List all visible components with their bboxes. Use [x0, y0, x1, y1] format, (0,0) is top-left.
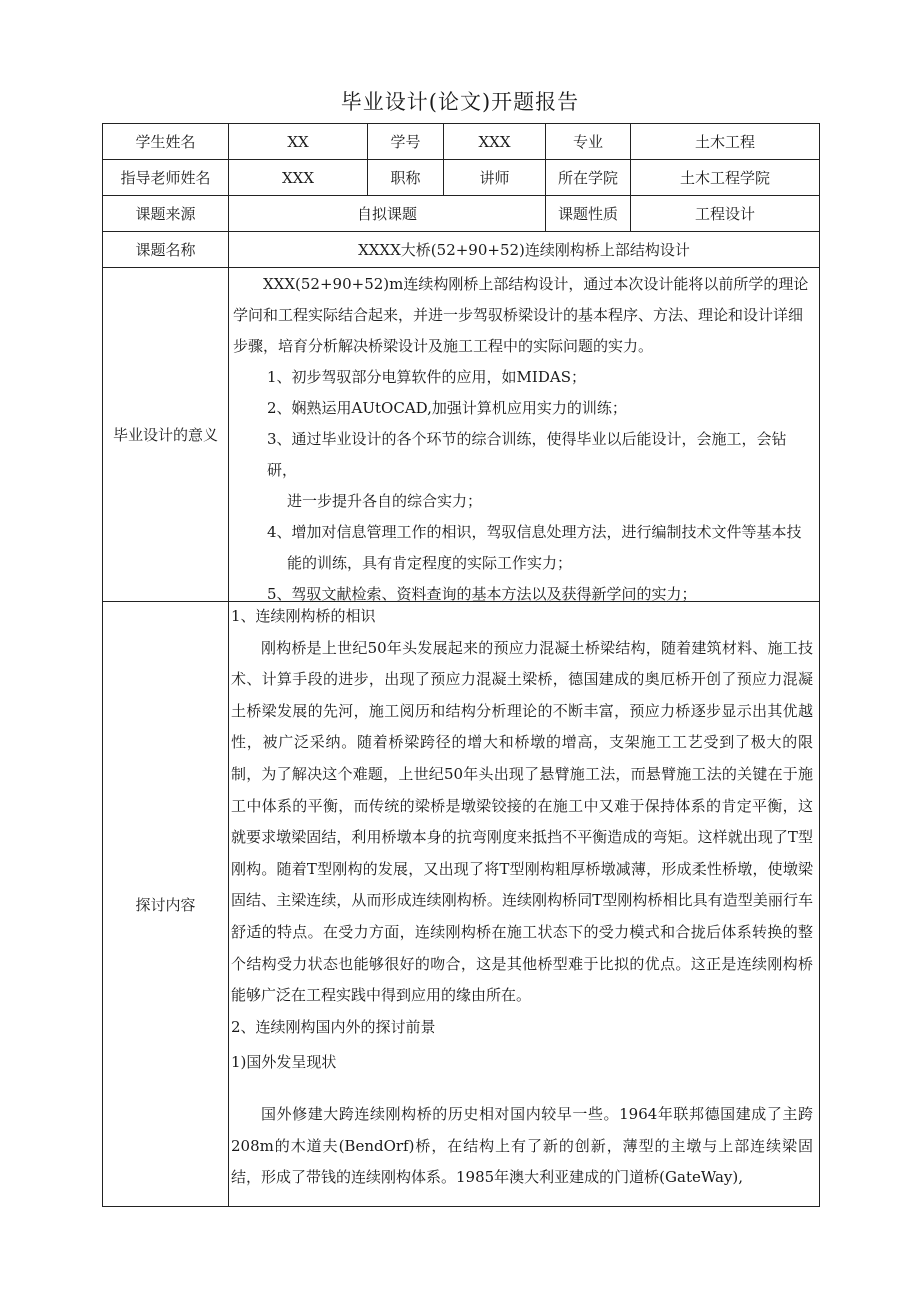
student-name-value: XX [229, 124, 368, 160]
section1-heading: 1、连续刚构桥的相识 [231, 607, 376, 625]
significance-item: 2、娴熟运用AUtOCAD,加强计算机应用实力的训练； [267, 399, 627, 417]
college-label: 所在学院 [546, 160, 631, 196]
college-value: 土木工程学院 [631, 160, 820, 196]
row-student [103, 124, 820, 160]
advisor-value: XXX [229, 160, 368, 196]
row-research [103, 602, 820, 1207]
major-value: 土木工程 [631, 124, 820, 160]
significance-item: 3、通过毕业设计的各个环节的综合训练，使得毕业以后能设计，会施工，会钻研， 进一步提升各自的综合实力； [267, 430, 787, 510]
significance-item: 4、增加对信息管理工作的相识，驾驭信息处理方法，进行编制技术文件等基本技 能的训练，具有肯定程度的实际工作实力； [267, 523, 802, 572]
source-label: 课题来源 [103, 196, 229, 232]
row-topic [103, 232, 820, 268]
research-content [229, 602, 820, 1207]
nature-label: 课题性质 [546, 196, 631, 232]
significance-item: 1、初步驾驭部分电算软件的应用，如MIDAS； [267, 368, 586, 386]
significance-item: 5、驾驭文献检索、资料查询的基本方法以及获得新学问的实力； [267, 585, 697, 601]
row-significance [103, 268, 820, 602]
student-id-value: XXX [444, 124, 546, 160]
proposal-table [102, 123, 820, 1207]
student-name-label: 学生姓名 [103, 124, 229, 160]
row-advisor [103, 160, 820, 196]
major-label: 专业 [546, 124, 631, 160]
title-rank-value: 讲师 [444, 160, 546, 196]
topic-value: XXXX大桥(52+90+52)连续刚构桥上部结构设计 [229, 232, 820, 268]
section1-body: 刚构桥是上世纪50年头发展起来的预应力混凝土桥梁结构，随着建筑材料、施工技术、计算手段的进步，出现了预应力混凝土梁桥，德国建成的奥厄桥开创了预应力混凝土桥梁发展的先河，施工阅历和结构分析理论的不断丰富，预应力桥逐步显示出其优越性，被广泛采纳。随着桥梁跨径的增大和桥墩的增高，支架施工工艺受到了极大的限制，为了解决这个难题，上世纪50年头出现了悬臂施工法，而悬臂施工法的关键在于施工中体系的平衡，而传统的梁桥是墩梁铰接的在施工中又难于保持体系的肯定平衡，这就要求墩梁固结，利用桥墩本身的抗弯刚度来抵挡不平衡造成的弯矩。这样就出现了T型刚构。随着T型刚构的发展，又出现了将T型刚构粗厚桥墩减薄，形成柔性桥墩，使墩梁固结、主梁连续，从而形成连续刚构桥。连续刚构桥同T型刚构桥相比具有造型美丽行车舒适的特点。在受力方面，连续刚构桥在施工状态下的受力模式和合拢后体系转换的整个结构受力状态也能够很好的吻合，这是其他桥型难于比拟的优点。这正是连续刚构桥能够广泛在工程实践中得到应用的缘由所在。 [231, 638, 813, 1005]
section2-heading: 2、连续刚构国内外的探讨前景 [231, 1017, 436, 1036]
row-source [103, 196, 820, 232]
subsection-heading: 1)国外发呈现状 [231, 1053, 337, 1072]
student-id-label: 学号 [368, 124, 444, 160]
significance-label: 毕业设计的意义 [103, 268, 229, 602]
document-title: 毕业设计(论文)开题报告 [340, 90, 580, 114]
nature-value: 工程设计 [631, 196, 820, 232]
advisor-label: 指导老师姓名 [103, 160, 229, 196]
significance-intro: XXX(52+90+52)m连续构刚桥上部结构设计，通过本次设计能将以前所学的理论学问和工程实际结合起来，并进一步驾驭桥梁设计的基本程序、方法、理论和设计详细步骤，培育分析解决桥梁设计及施工工程中的实际问题的实力。 [233, 275, 809, 355]
significance-content [229, 268, 820, 602]
subsection-body: 国外修建大跨连续刚构桥的历史相对国内较早一些。1964年联邦德国建成了主跨208m的木道夫(BendOrf)桥，在结构上有了新的创新，薄型的主墩与上部连续梁固结，形成了带钱的连续刚构体系。1985年澳大利亚建成的门道桥(GateWay), [231, 1104, 813, 1187]
research-label: 探讨内容 [103, 602, 229, 1207]
source-value: 自拟课题 [229, 196, 546, 232]
title-rank-label: 职称 [368, 160, 444, 196]
topic-label: 课题名称 [103, 232, 229, 268]
